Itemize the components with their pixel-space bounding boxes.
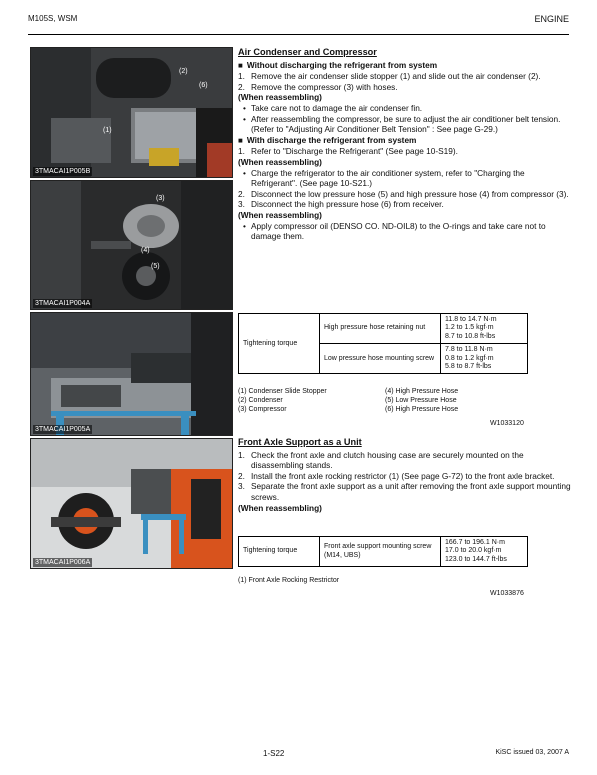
section-air-condenser <box>238 47 571 242</box>
reassembling-head: (When reassembling) <box>238 156 322 167</box>
callout-4: (4) <box>141 247 150 254</box>
torque-table-condenser <box>238 313 528 374</box>
photo-air-condenser-image <box>31 48 232 177</box>
page-number: 1-S22 <box>263 749 285 758</box>
torque-item: Front axle support mounting screw (M14, UBS) <box>320 537 441 567</box>
torque-values: 11.8 to 14.7 N·m 1.2 to 1.5 kgf·m 8.7 to 10.8 ft-lbs <box>441 314 528 344</box>
subhead-without-discharge: ■ Without discharging the refrigerant from system <box>238 60 571 72</box>
torque-values: 7.8 to 11.8 N·m 0.8 to 1.2 kgf·m 5.8 to 8.7 ft-lbs <box>441 344 528 374</box>
step-item: 3. Disconnect the high pressure hose (6) from receiver. <box>238 199 444 210</box>
photo-front-axle-stand <box>30 312 233 436</box>
issue-note: KiSC issued 03, 2007 A <box>495 749 569 756</box>
torque-label: Tightening torque <box>239 537 320 567</box>
section-title: Air Condenser and Compressor <box>238 47 377 57</box>
callout-3: (3) <box>156 195 165 202</box>
photo-id-label: 3TMACAI1P005A <box>35 426 91 433</box>
reference-code: W1033876 <box>490 590 524 597</box>
header-manual-id: M105S, WSM <box>28 14 78 23</box>
callout-2: (2) <box>179 68 188 75</box>
torque-item: Low pressure hose mounting screw <box>320 344 441 374</box>
bullet-item: • Charge the refrigerator to the air conditioner system, refer to "Charging the Refrigerant". (See page 10-S21.) <box>243 167 525 189</box>
section-front-axle <box>238 437 571 513</box>
bullet-item: • After reassembling the compressor, be sure to adjust the air conditioner belt tension. (Refer to "Adjusting Air Conditioner Belt Tension" : See page G-29.) <box>243 113 561 135</box>
photo-front-axle-unit <box>30 438 233 569</box>
step-item: 2. Disconnect the low pressure hose (5) and high pressure hose (4) from compressor (3). <box>238 188 569 199</box>
torque-table-front-axle <box>238 536 528 567</box>
bullet-item: • Apply compressor oil (DENSO CO. ND-OIL8) to the O-rings and take care not to damage them. <box>243 220 546 242</box>
step-item: 1. Check the front axle and clutch housing case are securely mounted on the disassembling stands. <box>238 449 524 471</box>
photo-front-axle-unit-image <box>31 439 232 568</box>
step-item: 1. Remove the air condenser slide stopper (1) and slide out the air condenser (2). <box>238 71 541 82</box>
section-title: Front Axle Support as a Unit <box>238 437 362 447</box>
callout-5: (5) <box>151 263 160 270</box>
photo-front-axle-stand-image <box>31 313 232 435</box>
legend-front-axle: (1) Front Axle Rocking Restrictor <box>238 577 340 584</box>
subhead-with-discharge: ■ With discharge the refrigerant from system <box>238 135 571 147</box>
step-item: 2. Remove the compressor (3) with hoses. <box>238 81 398 92</box>
bullet-item: • Take care not to damage the air condenser fin. <box>243 102 423 113</box>
header-section-title: ENGINE <box>534 14 569 24</box>
photo-id-label: 3TMACAI1P006A <box>35 559 91 566</box>
photo-id-label: 3TMACAI1P004A <box>35 300 91 307</box>
legend-left: (1) Condenser Slide Stopper (2) Condenser (3) Compressor <box>238 388 327 413</box>
reference-code: W1033120 <box>490 420 524 427</box>
photo-air-condenser <box>30 47 233 178</box>
legend-right: (4) High Pressure Hose (5) Low Pressure Hose (6) High Pressure Hose <box>385 388 459 413</box>
callout-1: (1) <box>103 127 112 134</box>
photo-id-label: 3TMACAI1P005B <box>35 168 91 175</box>
step-item: 3. Separate the front axle support as a unit after removing the front axle support mounting screws. <box>238 481 571 502</box>
photo-compressor-image <box>31 181 232 309</box>
callout-6: (6) <box>199 82 208 89</box>
reassembling-head: (When reassembling) <box>238 92 322 103</box>
photo-compressor <box>30 180 233 310</box>
torque-item: High pressure hose retaining nut <box>320 314 441 344</box>
reassembling-head: (When reassembling) <box>238 502 322 513</box>
step-item: 1. Refer to "Discharge the Refrigerant" (See page 10-S19). <box>238 146 458 157</box>
step-item: 2. Install the front axle rocking restrictor (1) (See page G-72) to the front axle bracket. <box>238 470 555 481</box>
torque-label: Tightening torque <box>239 314 320 374</box>
torque-values: 166.7 to 196.1 N·m 17.0 to 20.0 kgf·m 123.0 to 144.7 ft-lbs <box>441 537 528 567</box>
reassembling-head: (When reassembling) <box>238 209 322 220</box>
header-rule <box>28 34 569 35</box>
